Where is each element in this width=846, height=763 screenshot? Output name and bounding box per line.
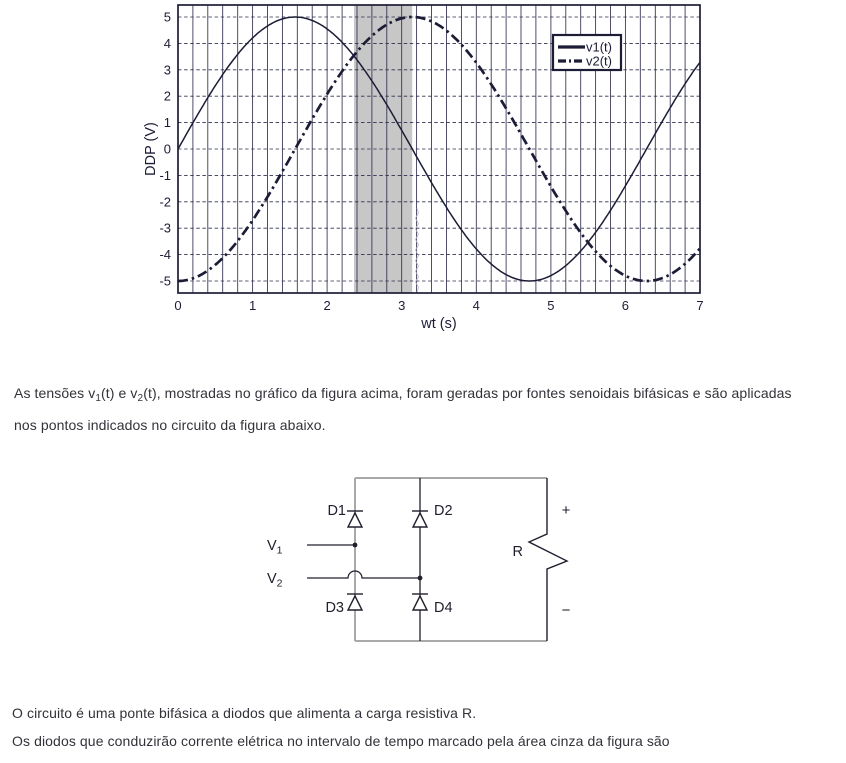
label-d1: D1 xyxy=(327,503,346,519)
diode-d3 xyxy=(347,594,363,610)
label-d2: D2 xyxy=(434,503,453,519)
svg-text:2: 2 xyxy=(163,88,171,104)
legend-entry-label: v1(t) xyxy=(586,39,612,55)
text-segment: 2 xyxy=(137,393,144,404)
label-minus: − xyxy=(561,602,571,619)
x-tick-labels xyxy=(174,298,703,313)
legend xyxy=(553,35,621,70)
svg-text:1: 1 xyxy=(248,298,257,313)
svg-text:6: 6 xyxy=(621,298,630,313)
legend-entry-label: v2(t) xyxy=(586,53,612,69)
svg-text:-2: -2 xyxy=(159,194,171,210)
label-d4: D4 xyxy=(434,600,453,616)
label-d3: D3 xyxy=(325,600,344,616)
circuit-description-text: O circuito é uma ponte bifásica a diodos que alimenta a carga resistiva R. xyxy=(12,705,477,721)
diode-d4-triangle xyxy=(413,596,427,610)
question-text: Os diodos que conduzirão corrente elétrica no intervalo de tempo marcado pela área cinza da figura são xyxy=(12,733,670,749)
svg-text:7: 7 xyxy=(696,298,704,313)
svg-text:-4: -4 xyxy=(159,247,171,263)
label-plus: + xyxy=(561,502,571,519)
diode-d3-triangle xyxy=(348,596,362,610)
label-v1: $V_1$ xyxy=(267,538,283,557)
text-segment: nos pontos indicados no circuito da figura abaixo. xyxy=(14,417,326,433)
svg-text:4: 4 xyxy=(472,298,480,313)
text-segment: As tensões v xyxy=(14,385,96,401)
svg-text:5: 5 xyxy=(547,298,555,313)
svg-text:0: 0 xyxy=(163,141,171,157)
svg-text:-1: -1 xyxy=(159,167,171,183)
diode-d4 xyxy=(412,594,428,610)
svg-text:0: 0 xyxy=(174,298,182,313)
text-segment: (t) e v xyxy=(101,385,138,401)
svg-text:1: 1 xyxy=(163,115,171,131)
v1-node-dot xyxy=(353,543,358,548)
waveform-chart xyxy=(0,0,846,345)
svg-text:5: 5 xyxy=(163,9,171,25)
y-axis-label: DDP (V) xyxy=(143,122,159,176)
diode-d1 xyxy=(347,511,363,527)
v2-input-wire xyxy=(307,571,420,578)
svg-text:3: 3 xyxy=(163,62,171,78)
svg-text:3: 3 xyxy=(398,298,406,313)
diode-d2 xyxy=(412,511,428,527)
text-segment: 1 xyxy=(95,393,102,404)
diode-d1-triangle xyxy=(348,513,362,527)
text-segment: (t), mostradas no gráfico da figura acima, foram geradas por fontes senoidais bifásicas e são aplicadas xyxy=(143,385,792,401)
x-axis-label: wt (s) xyxy=(421,316,457,332)
diode-d2-triangle xyxy=(413,513,427,527)
label-v2: $V_2$ xyxy=(267,571,283,590)
svg-text:4: 4 xyxy=(163,35,171,51)
svg-text:-3: -3 xyxy=(159,220,171,236)
y-tick-labels xyxy=(159,10,171,289)
v2-node-dot xyxy=(418,576,423,581)
intro-paragraph xyxy=(14,380,846,439)
circuit-diagram xyxy=(0,448,846,673)
label-resistor: R xyxy=(512,544,523,560)
svg-text:2: 2 xyxy=(323,298,331,313)
svg-text:-5: -5 xyxy=(159,273,171,289)
